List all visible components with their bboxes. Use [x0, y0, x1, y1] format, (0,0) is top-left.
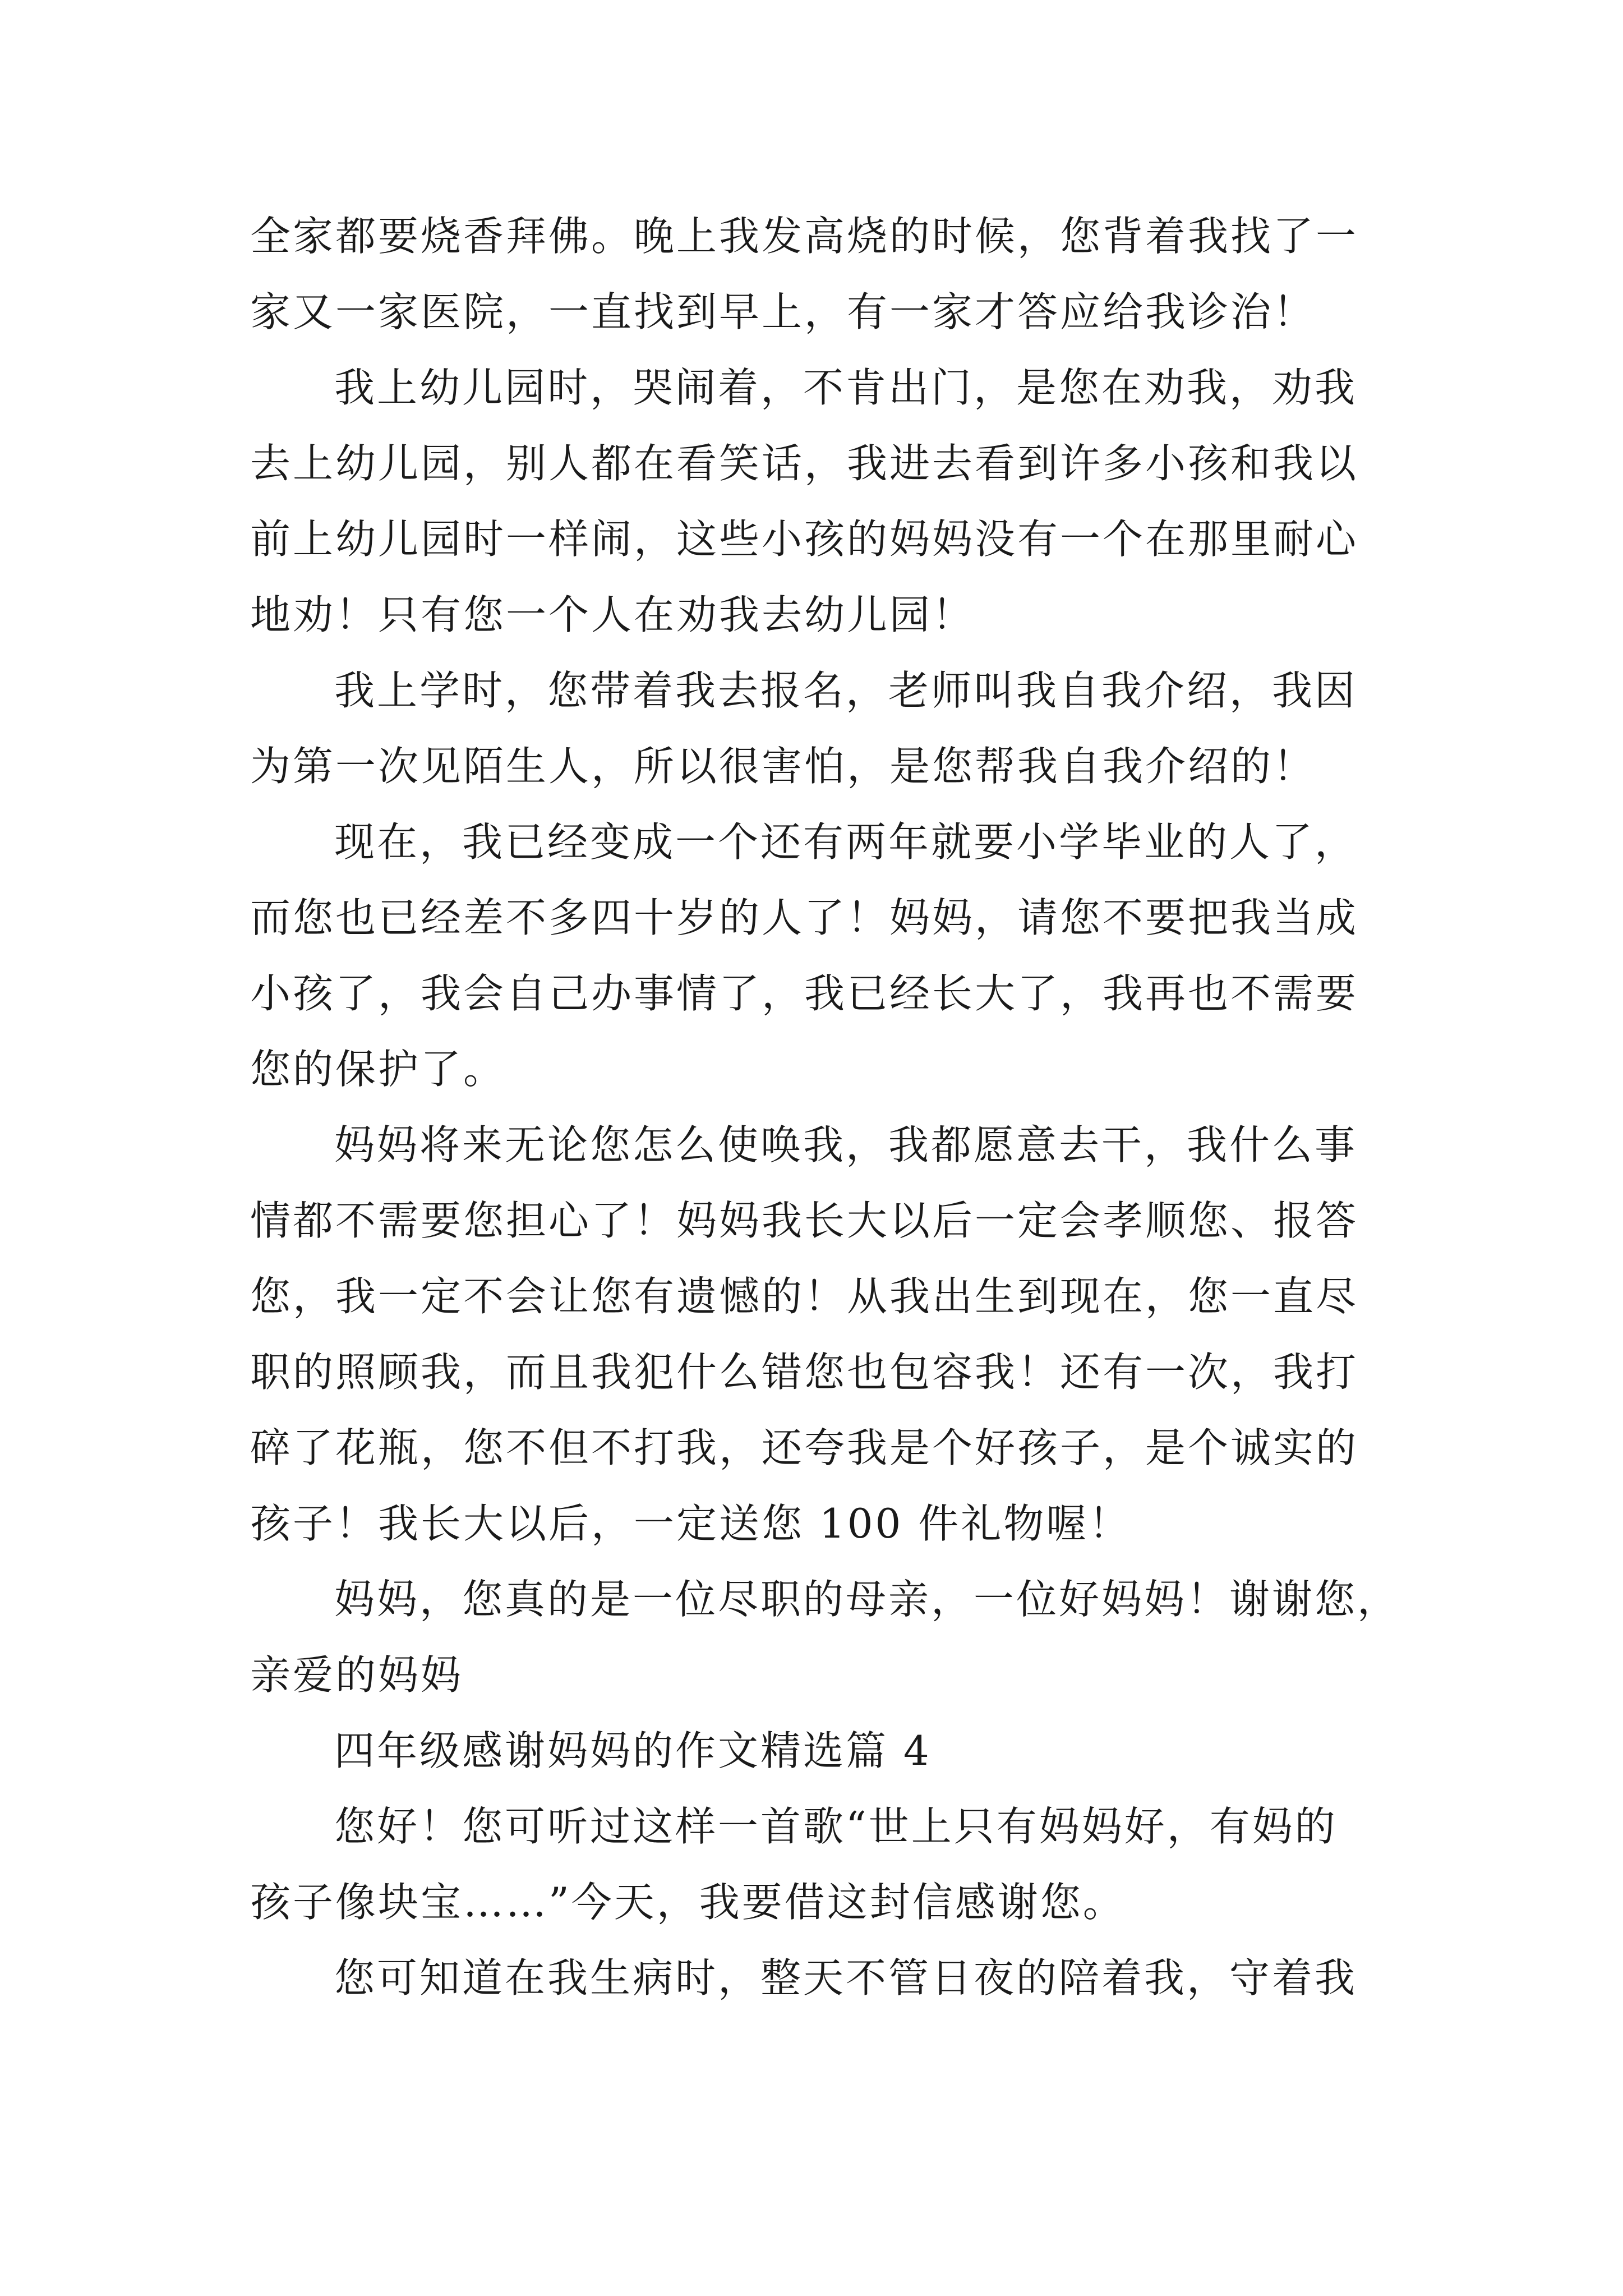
text-line: 四年级感谢妈妈的作文精选篇 4 [334, 1727, 932, 1774]
text-line: 您，我一定不会让您有遗憾的！从我出生到现在，您一直尽 [250, 1273, 1359, 1320]
text-line: 孩子！我长大以后，一定送您 100 件礼物喔！ [250, 1500, 1132, 1547]
text-line: 职的照顾我，而且我犯什么错您也包容我！还有一次，我打 [250, 1349, 1359, 1396]
text-line: 为第一次见陌生人，所以很害怕，是您帮我自我介绍的！ [250, 743, 1316, 790]
text-line: 而您也已经差不多四十岁的人了！妈妈，请您不要把我当成 [250, 894, 1359, 941]
text-line: 我上幼儿园时，哭闹着，不肯出门，是您在劝我，劝我 [334, 364, 1358, 411]
text-line: 去上幼儿园，别人都在看笑话，我进去看到许多小孩和我以 [250, 440, 1359, 487]
text-line: 妈妈，您真的是一位尽职的母亲，一位好妈妈！谢谢您， [334, 1576, 1400, 1623]
text-line: 我上学时，您带着我去报名，老师叫我自我介绍，我因 [334, 667, 1358, 714]
text-line: 全家都要烧香拜佛。晚上我发高烧的时候，您背着我找了一 [250, 213, 1359, 260]
text-line: 妈妈将来无论您怎么使唤我，我都愿意去干，我什么事 [334, 1121, 1358, 1168]
text-line: 孩子像块宝……”今天，我要借这封信感谢您。 [250, 1879, 1126, 1926]
text-line: 您好！您可听过这样一首歌“世上只有妈妈好，有妈的 [334, 1803, 1338, 1850]
text-line: 家又一家医院，一直找到早上，有一家才答应给我诊治！ [250, 288, 1316, 335]
text-line: 您的保护了。 [250, 1046, 506, 1093]
body-text [250, 199, 1400, 2016]
text-line: 现在，我已经变成一个还有两年就要小学毕业的人了， [334, 818, 1358, 866]
text-line: 碎了花瓶，您不但不打我，还夸我是个好孩子，是个诚实的 [250, 1424, 1359, 1471]
text-line: 您可知道在我生病时，整天不管日夜的陪着我，守着我 [334, 1954, 1358, 2001]
text-line: 小孩了，我会自己办事情了，我已经长大了，我再也不需要 [250, 970, 1359, 1017]
text-line: 亲爱的妈妈 [250, 1651, 464, 1699]
text-line: 前上幼儿园时一样闹，这些小孩的妈妈没有一个在那里耐心 [250, 516, 1359, 563]
text-line: 地劝！只有您一个人在劝我去幼儿园！ [250, 591, 975, 638]
text-line: 情都不需要您担心了！妈妈我长大以后一定会孝顺您、报答 [250, 1197, 1359, 1244]
